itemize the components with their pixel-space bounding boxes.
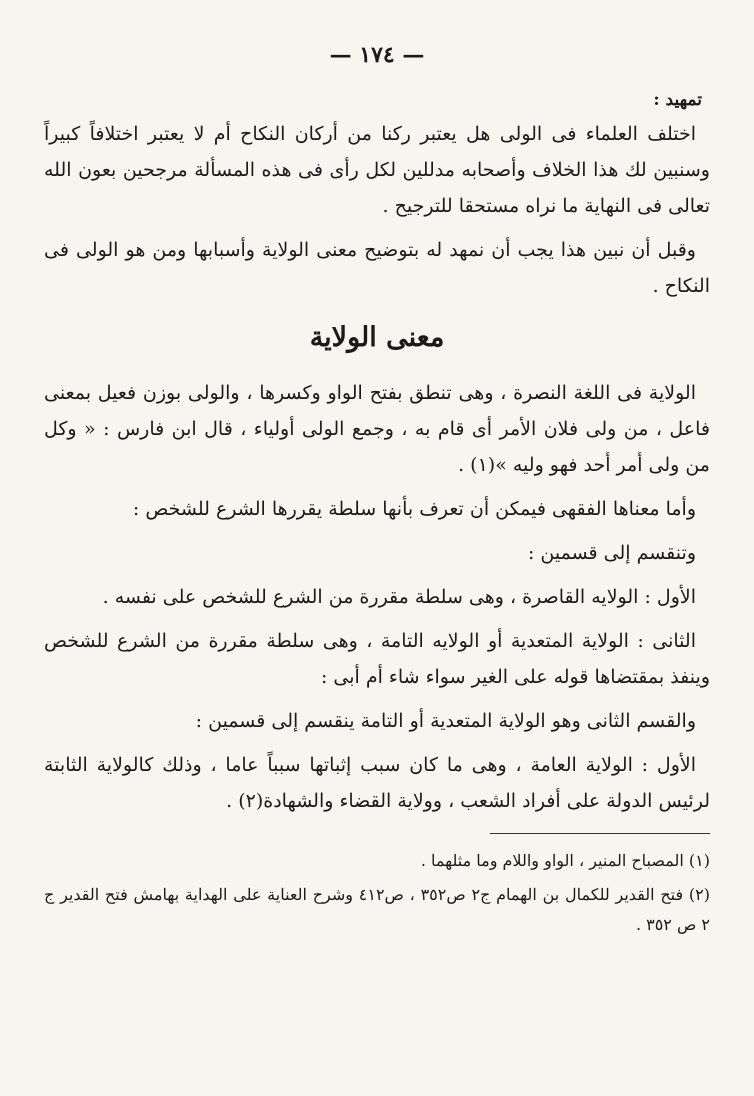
body-paragraph: الثانى : الولاية المتعدية أو الولايه التامة ، وهى سلطة مقررة من الشرع للشخص وينفذ بمقتضاها قوله على الغير سواء شاء أم أبى :: [44, 630, 710, 688]
page-number: — ١٧٤ —: [329, 42, 425, 68]
body-paragraph: وتنقسم إلى قسمين :: [527, 542, 696, 564]
book-page: [44, 32, 710, 1072]
footnote-divider: [490, 833, 710, 834]
body-paragraph: وأما معناها الفقهى فيمكن أن تعرف بأنها سلطة يقررها الشرع للشخص :: [132, 498, 696, 520]
footnote: (١) المصباح المنير ، الواو واللام وما مثلهما .: [420, 851, 710, 870]
footnote: (٢) فتح القدير للكمال بن الهمام ج٢ ص٣٥٢ ، ص٤١٢ وشرح العناية على الهداية بهامش فتح القدير ج ٢ ص ٣٥٢ .: [44, 885, 711, 934]
body-paragraph: الأول : الولاية العامة ، وهى ما كان سبب إثباتها سبباً عاما ، وذلك كالولاية الثابتة لرئيس الدولة على أفراد الشعب ، وولاية القضاء والشهادة(٢) .: [44, 754, 710, 812]
section-title: معنى الولاية: [309, 322, 445, 353]
intro-paragraph: وقبل أن نبين هذا يجب أن نمهد له بتوضيح معنى الولاية وأسبابها ومن هو الولى فى النكاح .: [44, 239, 710, 297]
body-paragraph: الولاية فى اللغة النصرة ، وهى تنطق بفتح الواو وكسرها ، والولى بوزن فعيل بمعنى فاعل ، من ولى فلان الأمر أى قام به ، وجمع الولى أولياء ، قال ابن فارس : « وكل من ولى أمر أحد فهو وليه »(١) .: [44, 382, 710, 476]
intro-heading: تمهيد :: [653, 90, 702, 110]
intro-paragraph: اختلف العلماء فى الولى هل يعتبر ركنا من أركان النكاح أم لا يعتبر اختلافاً كبيراً وسنبين لك هذا الخلاف وأصحابه مدللين لكل رأى فى هذه المسألة مرجحين بعون الله تعالى فى النهاية ما نراه مستحقا للترجيح .: [44, 123, 710, 217]
body-paragraph: والقسم الثانى وهو الولاية المتعدية أو التامة ينقسم إلى قسمين :: [195, 710, 696, 732]
body-paragraph: الأول : الولايه القاصرة ، وهى سلطة مقررة من الشرع للشخص على نفسه .: [102, 586, 696, 608]
